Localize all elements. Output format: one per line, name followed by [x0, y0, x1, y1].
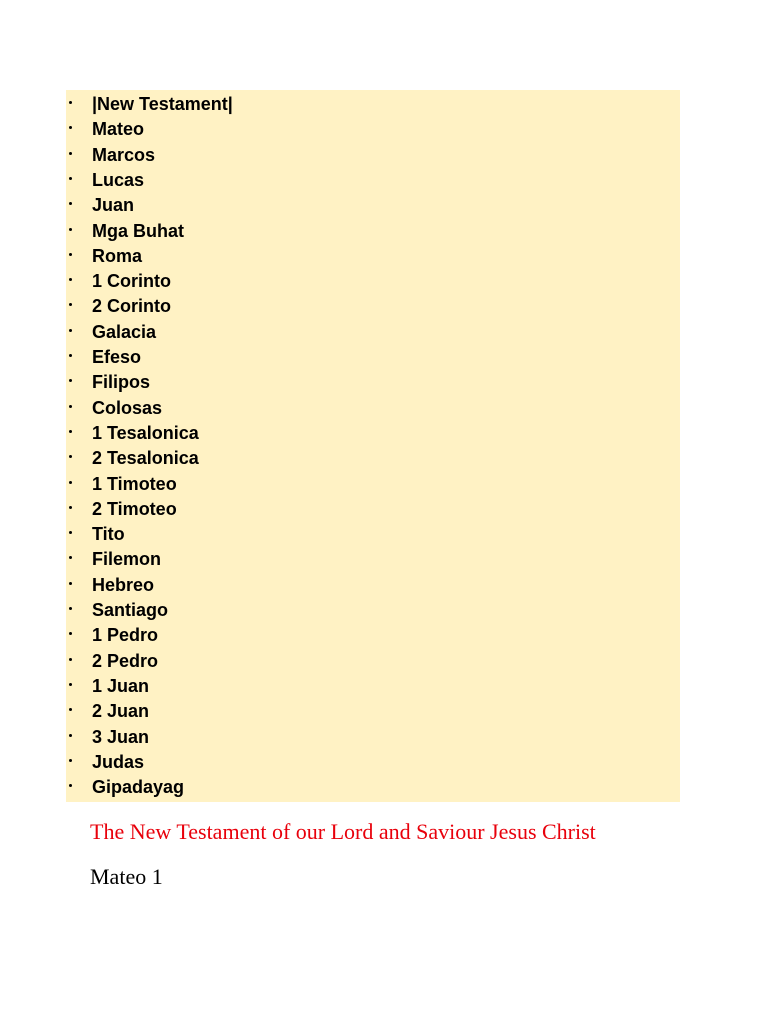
document-heading: The New Testament of our Lord and Saviour Jesus Christ [90, 819, 596, 844]
book-list-item[interactable] [66, 245, 680, 270]
bullet-icon [69, 430, 72, 433]
book-link[interactable]: Judas [92, 751, 145, 772]
bullet-icon [69, 405, 72, 408]
book-list-item[interactable] [66, 776, 680, 801]
bullet-icon [69, 708, 72, 711]
book-link[interactable]: 2 Juan [92, 701, 150, 722]
book-list-item[interactable] [66, 422, 680, 447]
bullet-icon [69, 329, 72, 332]
bullet-icon [69, 202, 72, 205]
book-link[interactable]: Tito [92, 524, 125, 545]
book-link[interactable]: 2 Timoteo [92, 498, 177, 519]
book-link[interactable]: 2 Tesalonica [92, 448, 199, 469]
bullet-icon [69, 152, 72, 155]
bullet-icon [69, 278, 72, 281]
book-list-item[interactable] [66, 624, 680, 649]
book-list-item[interactable] [66, 397, 680, 422]
bullet-icon [69, 683, 72, 686]
book-list-item[interactable] [66, 194, 680, 219]
book-list-item[interactable] [66, 270, 680, 295]
book-list-item[interactable] [66, 220, 680, 245]
book-link[interactable]: 1 Juan [92, 675, 150, 696]
book-link[interactable]: Marcos [92, 144, 156, 165]
bullet-icon [69, 607, 72, 610]
book-link[interactable]: Galacia [92, 321, 157, 342]
bullet-icon [69, 759, 72, 762]
book-link[interactable]: Mateo [92, 119, 145, 140]
book-list-item[interactable] [66, 346, 680, 371]
book-list-item[interactable] [66, 548, 680, 573]
bullet-icon [69, 101, 72, 104]
book-list-item[interactable] [66, 599, 680, 624]
chapter-title: Mateo 1 [90, 864, 163, 889]
book-list-item[interactable] [66, 523, 680, 548]
book-link[interactable]: Roma [92, 245, 143, 266]
book-list-item[interactable] [66, 726, 680, 751]
bullet-icon [69, 228, 72, 231]
book-link[interactable]: 1 Tesalonica [92, 422, 199, 443]
bullet-icon [69, 253, 72, 256]
bullet-icon [69, 506, 72, 509]
bullet-icon [69, 531, 72, 534]
bullet-icon [69, 126, 72, 129]
bullet-icon [69, 303, 72, 306]
book-list-item[interactable] [66, 498, 680, 523]
book-link[interactable]: |New Testament| [92, 94, 233, 114]
book-link[interactable]: Santiago [92, 600, 169, 620]
book-link[interactable]: 1 Pedro [92, 625, 159, 646]
book-list-item[interactable] [66, 169, 680, 194]
bullet-icon [69, 734, 72, 737]
book-link[interactable]: Efeso [92, 347, 142, 367]
book-list-item[interactable] [66, 118, 680, 143]
book-list-item[interactable] [66, 473, 680, 498]
bullet-icon [69, 784, 72, 787]
book-link[interactable]: 2 Pedro [92, 650, 159, 671]
bullet-icon [69, 632, 72, 635]
book-list-item[interactable] [66, 447, 680, 472]
bullet-icon [69, 379, 72, 382]
bullet-icon [69, 658, 72, 661]
book-list-panel [66, 90, 680, 802]
book-link[interactable]: Hebreo [92, 574, 155, 595]
book-link[interactable]: 1 Timoteo [92, 473, 177, 494]
book-link[interactable]: Lucas [92, 169, 145, 190]
bullet-icon [69, 455, 72, 458]
book-list-item[interactable] [66, 371, 680, 396]
book-link[interactable]: Juan [92, 195, 135, 216]
book-list-item[interactable] [66, 144, 680, 169]
bullet-icon [69, 481, 72, 484]
bullet-icon [69, 556, 72, 559]
book-list-item[interactable] [66, 650, 680, 675]
bullet-icon [69, 354, 72, 357]
book-list-item[interactable] [66, 700, 680, 725]
book-link[interactable]: 2 Corinto [92, 296, 171, 317]
book-link[interactable]: Filemon [92, 549, 162, 570]
book-list-item[interactable] [66, 295, 680, 320]
book-list-item[interactable] [66, 574, 680, 599]
book-link[interactable]: Filipos [92, 372, 150, 393]
book-list-item[interactable] [66, 93, 680, 118]
book-link[interactable]: Mga Buhat [92, 220, 184, 241]
book-list-item[interactable] [66, 321, 680, 346]
book-list-item[interactable] [66, 751, 680, 776]
bullet-icon [69, 177, 72, 180]
book-link[interactable]: Gipadayag [92, 777, 185, 798]
bullet-icon [69, 582, 72, 585]
book-link[interactable]: 1 Corinto [92, 271, 171, 292]
book-link[interactable]: 3 Juan [92, 726, 150, 747]
book-link[interactable]: Colosas [92, 397, 163, 418]
book-list-item[interactable] [66, 675, 680, 700]
